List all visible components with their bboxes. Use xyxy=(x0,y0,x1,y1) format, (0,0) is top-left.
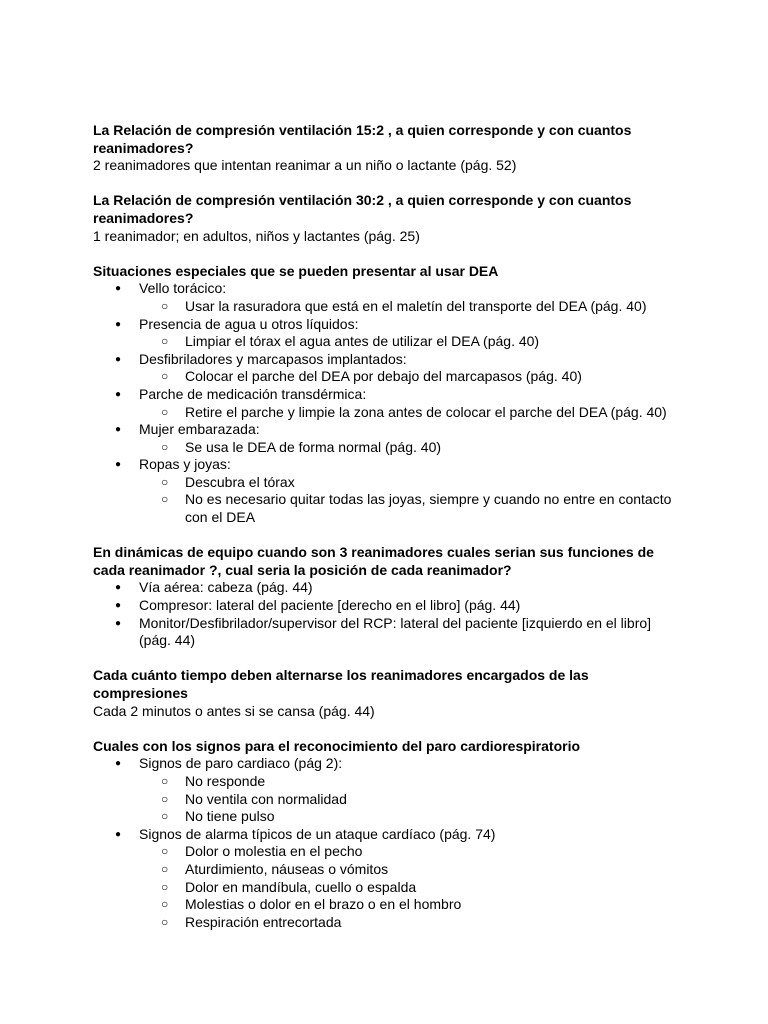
list-item: ● Monitor/Desfibrilador/supervisor del RCP: lateral del paciente [izquierdo en el libro] (pág. 44) xyxy=(93,615,673,650)
list-item xyxy=(93,421,673,456)
sub-list-item: ○ Colocar el parche del DEA por debajo del marcapasos (pág. 40) xyxy=(139,368,673,386)
sub-list xyxy=(139,404,673,422)
list-item-label: Mujer embarazada: xyxy=(139,421,260,438)
question-heading: La Relación de compresión ventilación 30:2 , a quien corresponde y con cuantos reanimadores? xyxy=(93,192,632,226)
qa-section xyxy=(93,263,673,527)
question-heading: En dinámicas de equipo cuando son 3 reanimadores cuales serian sus funciones de cada reanimador ?, cual seria la posición de cada reanimador? xyxy=(93,544,654,578)
list-item xyxy=(93,351,673,386)
sub-list xyxy=(139,298,673,316)
question-heading: Situaciones especiales que se pueden presentar al usar DEA xyxy=(93,262,499,279)
sub-list-item: ○ Aturdimiento, náuseas o vómitos xyxy=(139,861,673,879)
list-item xyxy=(93,826,673,932)
qa-section xyxy=(93,544,673,650)
sub-list-item: ○ Se usa le DEA de forma normal (pág. 40) xyxy=(139,439,673,457)
document-content xyxy=(93,122,673,949)
question-heading: La Relación de compresión ventilación 15:2 , a quien corresponde y con cuantos reanimadores? xyxy=(93,122,632,156)
qa-section xyxy=(93,667,673,720)
sub-list xyxy=(139,333,673,351)
sub-list xyxy=(139,773,673,826)
qa-section xyxy=(93,192,673,245)
sub-list-item: ○ Limpiar el tórax el agua antes de utilizar el DEA (pág. 40) xyxy=(139,333,673,351)
question-heading: Cada cuánto tiempo deben alternarse los reanimadores encargados de las compresiones xyxy=(93,667,589,701)
list-item xyxy=(93,456,673,526)
bullet-list xyxy=(93,755,673,931)
bullet-list xyxy=(93,280,673,526)
sub-list-item: ○ Dolor o molestia en el pecho xyxy=(139,843,673,861)
list-item-label: Vello torácico: xyxy=(139,280,227,297)
list-item-label: Parche de medicación transdérmica: xyxy=(139,385,367,402)
sub-list xyxy=(139,474,673,527)
list-item xyxy=(93,755,673,825)
list-item: ● Compresor: lateral del paciente [derecho en el libro] (pág. 44) xyxy=(93,597,673,615)
sub-list-item: ○ Dolor en mandíbula, cuello o espalda xyxy=(139,879,673,897)
list-item-label: Desfibriladores y marcapasos implantados: xyxy=(139,350,407,367)
question-heading: Cuales con los signos para el reconocimiento del paro cardiorespiratorio xyxy=(93,737,581,754)
sub-list-item: ○ Descubra el tórax xyxy=(139,474,673,492)
list-item-label: Signos de paro cardiaco (pág 2): xyxy=(139,755,343,772)
sub-list xyxy=(139,368,673,386)
sub-list-item: ○ No responde xyxy=(139,773,673,791)
sub-list-item: ○ No tiene pulso xyxy=(139,808,673,826)
qa-section xyxy=(93,738,673,932)
answer-text: Cada 2 minutos o antes si se cansa (pág. 44) xyxy=(93,702,375,719)
list-item xyxy=(93,386,673,421)
sub-list xyxy=(139,843,673,931)
sub-list-item: ○ No es necesario quitar todas las joyas, siempre y cuando no entre en contacto con el DEA xyxy=(139,491,673,526)
list-item xyxy=(93,280,673,315)
answer-text: 2 reanimadores que intentan reanimar a un niño o lactante (pág. 52) xyxy=(93,157,517,174)
sub-list-item: ○ Usar la rasuradora que está en el maletín del transporte del DEA (pág. 40) xyxy=(139,298,673,316)
list-item-label: Ropas y joyas: xyxy=(139,456,231,473)
sub-list-item: ○ Retire el parche y limpie la zona antes de colocar el parche del DEA (pág. 40) xyxy=(139,404,673,422)
sub-list xyxy=(139,439,673,457)
bullet-list xyxy=(93,579,673,649)
qa-section xyxy=(93,122,673,175)
answer-text: 1 reanimador; en adultos, niños y lactantes (pág. 25) xyxy=(93,227,420,244)
sub-list-item: ○ Molestias o dolor en el brazo o en el hombro xyxy=(139,896,673,914)
list-item-label: Signos de alarma típicos de un ataque cardíaco (pág. 74) xyxy=(139,825,496,842)
sub-list-item: ○ Respiración entrecortada xyxy=(139,914,673,932)
list-item xyxy=(93,316,673,351)
list-item: ● Vía aérea: cabeza (pág. 44) xyxy=(93,579,673,597)
sub-list-item: ○ No ventila con normalidad xyxy=(139,791,673,809)
list-item-label: Presencia de agua u otros líquidos: xyxy=(139,315,359,332)
